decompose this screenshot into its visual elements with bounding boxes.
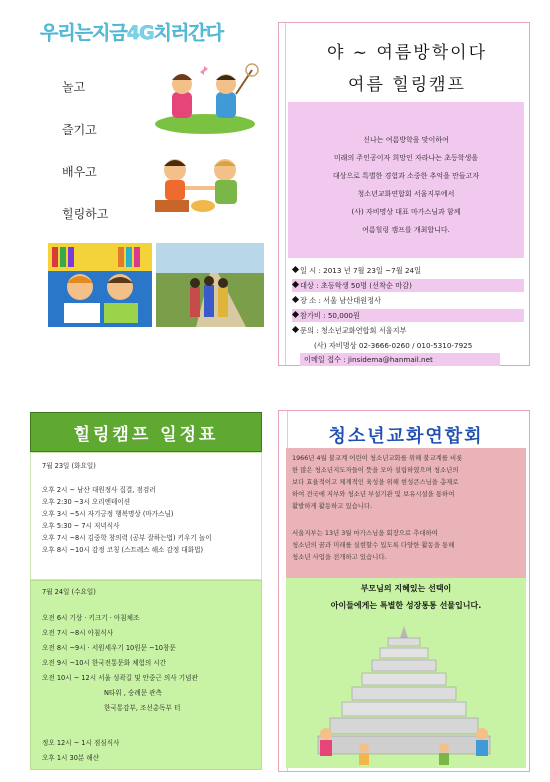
intro-line: 여름힐링 캠프를 개최합니다.	[362, 226, 450, 234]
activity-enjoy: 즐기고	[62, 123, 97, 137]
schedule-item: 오후 2시 ~ 남산 대원정사 집결, 점검러	[42, 486, 156, 494]
intro-line: 청소년교화연합회 서울지부에서	[357, 190, 455, 198]
schedule-item: N타워 , 숭례문 관측	[104, 689, 162, 697]
schedule-item: 오전 8시 ~9시 · 서원세우기 10원문 ~10창문	[42, 644, 176, 652]
schedule-item: 오후 2:30 ~3시 오리엔테이션	[42, 498, 131, 506]
schedule-item: 정오 12시 ~ 1시 점심식사	[42, 739, 120, 747]
pagoda-with-children-illustration	[304, 622, 508, 766]
day2-label: 7월 24일 (수요일)	[42, 588, 96, 596]
association-text-line: 청소년 사업을 전개하고 있습니다.	[292, 553, 387, 561]
info-place: 장 소 : 서울 남산대원정사	[292, 294, 524, 307]
intro-line: 신나는 여름방학을 맞이하여	[363, 136, 449, 144]
info-target: 대상 : 초등학생 50명 (선착순 마감)	[292, 279, 524, 292]
info-email: 이메일 접수 : jinsidema@hanmail.net	[300, 353, 500, 366]
schedule-item: 오전 6시 기상 · 키크기 · 아침체조	[42, 614, 140, 622]
schedule-title: 힐링캠프 일정표	[73, 425, 219, 445]
intro-line: (사) 자비명상 대표 마가스님과 함께	[351, 208, 461, 216]
association-text-line: 청소년의 꿈과 미래를 실현할수 있도록 다양한 활동을 통해	[292, 541, 455, 549]
association-text-line: 활발하게 활동하고 있습니다.	[292, 502, 373, 510]
association-text-line: 한 많은 청소년지도자들이 뜻을 모아 설립하였으며 청소년의	[292, 466, 459, 474]
poster-title-line1: 야 ~ 여름방학이다	[326, 43, 487, 63]
schedule-item: 오후 7시 ~8시 김중학 창의력 (공부 잘하는법) 키우기 놀이	[42, 534, 212, 542]
activity-play: 놀고	[62, 80, 86, 94]
schedule-item: 오전 7시 ~8시 아침식사	[42, 629, 114, 637]
slogan-line2: 아이들에게는 특별한 성장통통 선물입니다.	[330, 601, 482, 610]
intro-line: 미래의 주인공이자 희망인 자라나는 초등학생을	[333, 154, 479, 162]
kids-sharing-illustration	[145, 152, 255, 224]
bullet-diamond-icon	[292, 326, 299, 333]
schedule-item: 오전 9시 ~10시 한국전통문화 체험의 시간	[42, 659, 167, 667]
association-title: 청소년교화연합회	[328, 426, 484, 447]
kids-walking-photo	[156, 243, 264, 327]
slogan-line1: 부모님의 지혜있는 선택이	[360, 584, 452, 593]
association-text-line: 1966년 4월 불교계 어린이 청소년교화를 위해 불교계를 비롯	[292, 454, 463, 462]
intro-line: 대상으로 특별한 경험과 소중한 추억을 만들고자	[332, 172, 480, 180]
bullet-diamond-icon	[292, 281, 299, 288]
info-date: 일 시 : 2013 년 7월 23일 ~7월 24일	[292, 264, 524, 277]
panel-title: 우리는지금4G치러간다	[40, 22, 224, 44]
kids-reading-image	[48, 243, 152, 327]
kids-catching-butterflies-illustration	[150, 62, 260, 137]
day1-label: 7월 23일 (화요일)	[42, 462, 96, 470]
association-text-line: 보다 효율적이고 체계적인 육성을 위해 현성큰스님을 총재로	[292, 478, 459, 486]
schedule-item: 오전 10시 ~ 12시 서울 성곽길 및 안중근 의사 기념관	[42, 674, 198, 682]
info-fee: 참가비 : 50,000원	[292, 309, 524, 322]
bullet-diamond-icon	[292, 311, 299, 318]
association-text-line: 하여 전국에 지부와 청소년 부설기관 및 보유시설을 통하여	[292, 490, 455, 498]
schedule-item: 한국통감부, 조선총독부 터	[104, 704, 181, 712]
schedule-item: 오후 3시 ~5시 자기긍정 행복명상 (마가스님)	[42, 510, 174, 518]
activity-learn: 배우고	[62, 165, 97, 179]
info-phone: (사) 자비명상 02-3666-0260 / 010-5310-7925	[314, 341, 473, 350]
poster-title-line2: 여름 힐링캠프	[348, 75, 466, 95]
bullet-diamond-icon	[292, 266, 299, 273]
schedule-item: 오후 8시 ~10시 감정 코칭 (스트레스 해소 감정 대화법)	[42, 546, 204, 554]
association-text-line: 서울지부는 13년 3월 마가스님을 회장으로 추대하여	[292, 529, 438, 537]
bullet-diamond-icon	[292, 296, 299, 303]
schedule-item: 오후 5:30 ~ 7시 저녁식사	[42, 522, 120, 530]
info-contact: 문의 : 청소년교화연합회 서울지부	[292, 324, 524, 337]
schedule-item: 오후 1시 30분 해산	[42, 754, 100, 762]
activity-healing: 힐링하고	[62, 207, 109, 221]
